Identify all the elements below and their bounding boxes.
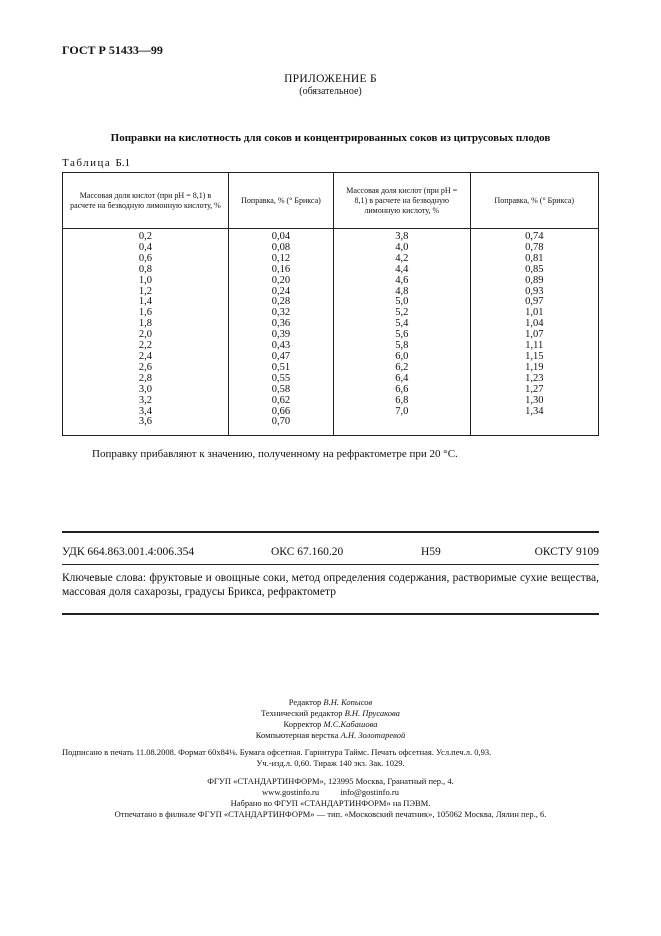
table-cell: 0,4 xyxy=(138,241,153,253)
publisher-typeset: Набрано во ФГУП «СТАНДАРТИНФОРМ» на ПЭВМ. xyxy=(230,798,431,808)
table-cell: 5,4 xyxy=(395,318,409,330)
table-cell: 6,2 xyxy=(395,361,409,373)
credit-corrector-label: Корректор xyxy=(283,719,322,729)
print-info-line1: Подписано в печать 11.08.2008. Формат 60х84⅛. Бумага офсетная. Гарнитура Таймс. Печать офсетная. Усл.печ.л. 0,93. xyxy=(62,747,492,757)
table-cell: 0,32 xyxy=(271,307,291,319)
publisher-contacts xyxy=(0,787,661,798)
table-cell: 0,20 xyxy=(271,274,291,286)
header-correction-2: Поправка, % (° Брикса) xyxy=(470,173,598,229)
table-cell: 0,6 xyxy=(138,252,153,264)
table-cell: 0,39 xyxy=(271,329,291,341)
table-cell: 1,23 xyxy=(525,372,544,384)
table-cell: 4,2 xyxy=(395,252,409,264)
table-cell: 0,62 xyxy=(271,394,291,406)
table-cell: 6,4 xyxy=(395,372,409,384)
table-cell: 1,01 xyxy=(525,307,544,319)
okstu-code: ОКСТУ 9109 xyxy=(534,546,599,558)
header-correction-1: Поправка, % (° Брикса) xyxy=(228,173,333,229)
table-cell: 0,08 xyxy=(271,241,291,253)
document-number: ГОСТ Р 51433—99 xyxy=(62,43,163,57)
table-cell: 1,19 xyxy=(525,361,544,373)
column-correction-1 xyxy=(228,229,333,436)
table-cell: 2,8 xyxy=(138,372,153,384)
table-cell: 1,04 xyxy=(525,318,544,330)
table-cell: 0,55 xyxy=(271,372,291,384)
table-cell: 0,16 xyxy=(271,263,291,275)
header-acid-fraction-2: Массовая доля кислот (при pH = 8,1) в расчете на безводную лимонную кислоту, % xyxy=(334,173,471,229)
credit-editor xyxy=(0,697,661,708)
table-caption xyxy=(62,157,130,169)
table-cell: 1,15 xyxy=(525,350,544,362)
table-cell: 3,6 xyxy=(138,416,153,428)
table-cell: 5,6 xyxy=(395,329,409,341)
print-info-line2: Уч.-изд.л. 0,60. Тираж 140 экз. Зак. 1029. xyxy=(256,758,405,768)
table-cell: 2,0 xyxy=(138,329,153,341)
table-cell: 0,04 xyxy=(271,231,291,242)
credit-editor-name: В.Н. Копысов xyxy=(323,697,373,707)
table-cell: 5,8 xyxy=(395,340,409,352)
table-cell: 0,85 xyxy=(525,263,544,275)
table-cell: 5,0 xyxy=(395,296,409,308)
table-cell: 0,12 xyxy=(271,252,291,264)
table-cell: 0,43 xyxy=(271,340,291,352)
column-acid-fraction-1 xyxy=(63,229,229,436)
table-cell: 3,0 xyxy=(138,383,153,395)
publisher-block xyxy=(0,776,661,820)
publisher-printed: Отпечатано в филиале ФГУП «СТАНДАРТИНФОРМ» — тип. «Московский печатник», 105062 Москва, Лялин пер., 6. xyxy=(114,809,547,819)
table-cell: 0,2 xyxy=(138,231,153,242)
table-cell: 0,78 xyxy=(525,241,544,253)
table-cell: 1,2 xyxy=(138,285,153,297)
table-cell: 0,66 xyxy=(271,405,291,417)
table-cell: 4,0 xyxy=(395,241,409,253)
table-cell: 4,4 xyxy=(395,263,409,275)
credit-editor-label: Редактор xyxy=(288,697,322,707)
table-cell: 0,47 xyxy=(271,350,291,362)
table-cell: 0,93 xyxy=(525,285,544,297)
divider-top xyxy=(62,531,599,533)
credit-tech-editor-label: Технический редактор xyxy=(261,708,343,718)
table-cell: 1,07 xyxy=(525,329,544,341)
section-heading: Поправки на кислотность для соков и концентрированных соков из цитрусовых плодов xyxy=(110,132,551,144)
table-cell: 1,6 xyxy=(138,307,153,319)
table-cell: 0,70 xyxy=(271,416,291,428)
table-cell: 2,4 xyxy=(138,350,153,362)
table-cell: 2,6 xyxy=(138,361,153,373)
table-cell: 0,28 xyxy=(271,296,291,308)
credit-corrector-name: М.С.Кабашова xyxy=(323,719,378,729)
udk-code: УДК 664.863.001.4:006.354 xyxy=(62,546,195,558)
table-cell: 1,27 xyxy=(525,383,544,395)
table-caption-word: Таблица xyxy=(62,157,112,169)
table-cell: 1,30 xyxy=(525,394,544,406)
credit-tech-editor-name: В.Н. Прусакова xyxy=(344,708,400,718)
credit-layout xyxy=(0,730,661,741)
table-cell: 0,89 xyxy=(525,274,544,286)
keywords: Ключевые слова: фруктовые и овощные соки, метод определения содержания, растворимые сухие вещества, массовая доля сахарозы, градусы Брикса, рефрактометр xyxy=(62,572,599,598)
acid-correction-table xyxy=(62,172,599,436)
credits-block xyxy=(0,697,661,741)
table-cell: 3,4 xyxy=(138,405,153,417)
publisher-address: ФГУП «СТАНДАРТИНФОРМ», 123995 Москва, Гранатный пер., 4. xyxy=(207,776,454,786)
table-cell: 1,8 xyxy=(138,318,153,330)
table-cell: 6,6 xyxy=(395,383,409,395)
column-correction-2 xyxy=(470,229,598,436)
table-cell: 5,2 xyxy=(395,307,409,319)
table-cell: 3,8 xyxy=(395,231,409,242)
header-acid-fraction-1: Массовая доля кислот (при pH = 8,1) в расчете на безводную лимонную кислоту, % xyxy=(63,173,229,229)
table-cell: 3,2 xyxy=(138,394,153,406)
appendix-subtitle: (обязательное) xyxy=(299,86,362,97)
table-caption-number: Б.1 xyxy=(115,157,131,169)
appendix-title: ПРИЛОЖЕНИЕ Б xyxy=(284,73,377,85)
table-cell: 4,6 xyxy=(395,274,409,286)
credit-corrector xyxy=(0,719,661,730)
table-cell: 6,0 xyxy=(395,350,409,362)
table-cell: 1,34 xyxy=(525,405,544,417)
credit-layout-name: А.Н. Золотаревой xyxy=(340,730,406,740)
divider-bottom xyxy=(62,613,599,615)
publisher-web-link[interactable]: www.gostinfo.ru xyxy=(262,787,320,797)
table-cell: 1,0 xyxy=(138,274,153,286)
table-note: Поправку прибавляют к значению, полученному на рефрактометре при 20 °С. xyxy=(92,448,458,460)
table-header-row xyxy=(63,173,599,229)
table-cell: 1,11 xyxy=(525,340,544,352)
table-cell: 4,8 xyxy=(395,285,409,297)
table-cell: 2,2 xyxy=(138,340,153,352)
oks-code: ОКС 67.160.20 xyxy=(271,546,344,558)
credit-layout-label: Компьютерная верстка xyxy=(255,730,339,740)
table-cell: 0,36 xyxy=(271,318,291,330)
table-cell: 0,24 xyxy=(271,285,291,297)
table-cell: 0,51 xyxy=(271,361,291,373)
table-cell: 0,58 xyxy=(271,383,291,395)
divider-middle xyxy=(62,564,599,565)
table-body-row xyxy=(63,229,599,436)
table-cell: 7,0 xyxy=(395,405,409,417)
table-cell: 1,4 xyxy=(138,296,153,308)
publisher-email-link[interactable]: info@gostinfo.ru xyxy=(340,787,399,797)
table-cell: 0,74 xyxy=(525,231,544,242)
table-cell: 6,8 xyxy=(395,394,409,406)
table-cell: 0,97 xyxy=(525,296,544,308)
table-cell: 0,81 xyxy=(525,252,544,264)
column-acid-fraction-2 xyxy=(334,229,471,436)
group-code: Н59 xyxy=(421,546,441,558)
credit-tech-editor xyxy=(0,708,661,719)
table-cell: 0,8 xyxy=(138,263,153,275)
